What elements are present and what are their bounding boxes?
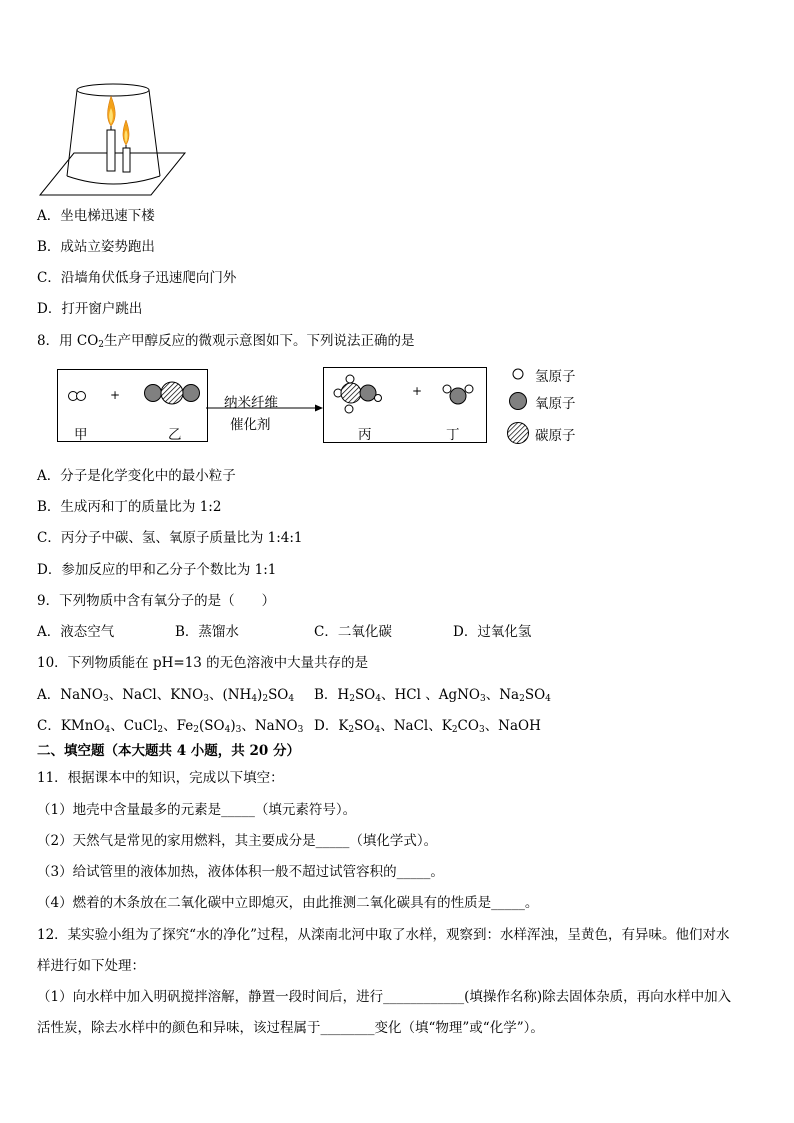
plus-sign-right: + [412,384,423,398]
q8-option-b: B．生成丙和丁的质量比为 1:2 [37,499,222,515]
carbon-atom-icon [505,420,531,446]
candle-experiment-figure [36,68,188,200]
molecule-ding-icon [440,380,476,406]
molecule-jia-icon [64,389,92,403]
plus-sign-left: + [110,388,121,402]
q8-stem: 8．用 $CO_2$生产甲醇反应的微观示意图如下。下列说法正确的是 [37,333,415,350]
q10-option-c: C．KMnO$_4$、CuCl$_2$、$Fe_2(SO_4)_3$、NaNO$_3$ [37,718,304,735]
catalyst-label-top: 纳米纤维 [224,395,278,411]
q7-option-b: B．成站立姿势跑出 [37,239,155,255]
q12-item1-line2: 活性炭，除去水样中的颜色和异味，该过程属于________变化（填“物理”或“化学”）。 [37,1020,544,1036]
q11-item-3: （3）给试管里的液体加热，液体体积一般不超过试管容积的_____。 [37,864,444,880]
molecule-bing-icon [330,371,382,417]
catalyst-label-bottom: 催化剂 [230,417,271,433]
q12-item1-line1: （1）向水样中加入明矾搅拌溶解，静置一段时间后，进行____________(填操作名称)除去固体杂质，再向水样中加入 [37,989,732,1005]
section-title: 二、填空题（本大题共 4 小题，共 20 分） [37,743,300,759]
q12-stem-line1: 12．某实验小组为了探究“水的净化”过程，从滦南北河中取了水样，观察到：水样浑浊，呈黄色，有异味。他们对水 [37,927,730,943]
legend-carbon: 碳原子 [535,428,576,444]
q11-item-1: （1）地壳中含量最多的元素是_____（填元素符号）。 [37,802,357,818]
molecule-yi-icon [142,380,202,406]
q7-option-c: C．沿墙角伏低身子迅速爬向门外 [37,270,237,286]
label-bing: 丙 [358,427,372,443]
legend-oxygen: 氧原子 [535,396,576,412]
q9-option-a: A．液态空气 [37,624,115,640]
q11-item-2: （2）天然气是常见的家用燃料，其主要成分是_____（填化学式）。 [37,833,438,849]
q9-option-b: B．蒸馏水 [175,624,239,640]
q7-option-d: D．打开窗户跳出 [37,301,143,317]
q9-option-d: D．过氧化氢 [453,624,532,640]
label-jia: 甲 [74,427,88,443]
q12-stem-line2: 样进行如下处理： [37,958,145,974]
q11-item-4: （4）燃着的木条放在二氧化碳中立即熄灭，由此推测二氧化碳具有的性质是_____。 [37,895,539,911]
oxygen-atom-icon [507,390,529,412]
q10-option-b: B．$H_2SO_4$、HCl 、AgNO$_3$、$Na_2SO_4$ [314,687,551,704]
q11-stem: 11．根据课本中的知识，完成以下填空： [37,770,284,786]
q10-option-a: A．NaNO$_3$、NaCl、$KNO_3$、$(NH_4)_2SO_4$ [37,687,295,704]
q9-option-c: C．二氧化碳 [314,624,392,640]
q8-option-a: A．分子是化学变化中的最小粒子 [37,468,236,484]
hydrogen-atom-icon [510,366,526,382]
q9-stem: 9．下列物质中含有氧分子的是（ ） [37,593,276,609]
q8-option-d: D．参加反应的甲和乙分子个数比为 1:1 [37,562,277,578]
q8-option-c: C．丙分子中碳、氢、氧原子质量比为 1:4:1 [37,530,303,546]
q10-stem: 10．下列物质能在 pH=13 的无色溶液中大量共存的是 [37,655,369,671]
q10-option-d: D．$K_2SO_4$、NaCl、$K_2CO_3$、NaOH [314,718,541,735]
q7-option-a: A．坐电梯迅速下楼 [37,208,155,224]
legend-hydrogen: 氢原子 [535,369,576,385]
reaction-arrow-icon [206,403,324,413]
label-yi: 乙 [168,427,182,443]
label-ding: 丁 [446,427,460,443]
